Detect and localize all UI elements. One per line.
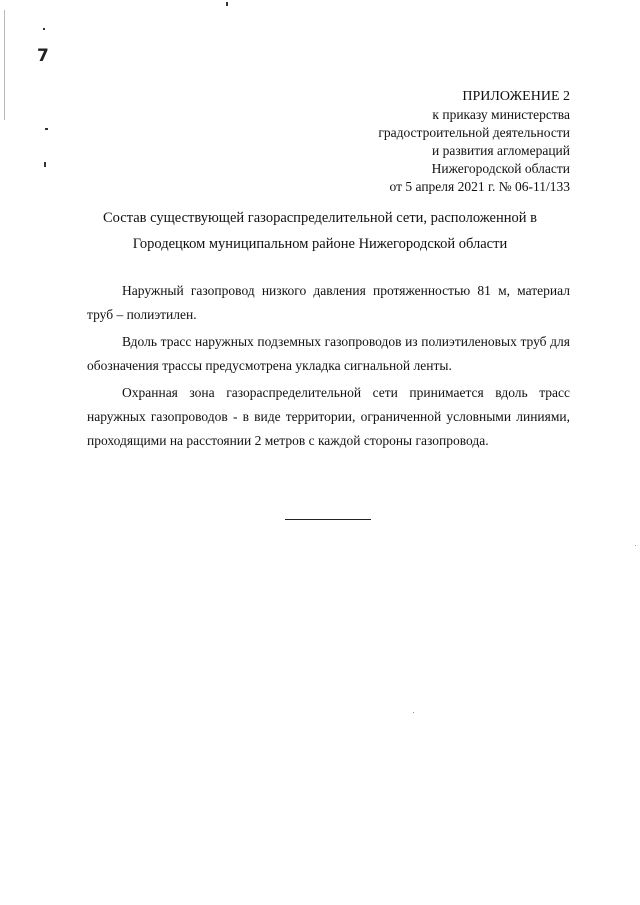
scan-artifact xyxy=(413,712,414,713)
paragraph: Наружный газопровод низкого давления протяженностью 81 м, материал труб – полиэтилен. xyxy=(87,283,570,322)
appendix-order-line: к приказу министерства xyxy=(432,107,570,122)
document-body xyxy=(87,279,570,453)
scan-artifact xyxy=(43,28,45,30)
appendix-ministry-line: градостроительной деятельности xyxy=(378,125,570,140)
appendix-region-line: Нижегородской области xyxy=(431,161,570,176)
scan-artifact xyxy=(635,545,636,546)
title-line: Городецком муниципальном районе Нижегородской области xyxy=(132,236,508,252)
document-title xyxy=(0,205,640,257)
scan-artifact xyxy=(4,10,5,120)
margin-mark: 7 xyxy=(37,46,49,66)
appendix-number: ПРИЛОЖЕНИЕ 2 xyxy=(462,89,570,104)
paragraph: Вдоль трасс наружных подземных газопроводов из полиэтиленовых труб для обозначения трассы предусмотрена укладка сигнальной ленты. xyxy=(87,334,570,373)
scan-artifact xyxy=(226,2,228,6)
appendix-date-line: от 5 апреля 2021 г. № 06-11/133 xyxy=(389,179,570,194)
appendix-header xyxy=(378,88,570,196)
scan-artifact xyxy=(44,162,46,167)
paragraph: Охранная зона газораспределительной сети принимается вдоль трасс наружных газопроводов - в виде территории, ограниченной условными линиями, проходящими на расстоянии 2 метров с каждой стороны газопровода. xyxy=(87,385,570,448)
closing-divider xyxy=(285,519,371,520)
appendix-ministry-line: и развития агломераций xyxy=(431,143,570,158)
title-line: Состав существующей газораспределительной сети, расположенной в xyxy=(103,210,537,226)
scan-artifact xyxy=(45,128,48,130)
